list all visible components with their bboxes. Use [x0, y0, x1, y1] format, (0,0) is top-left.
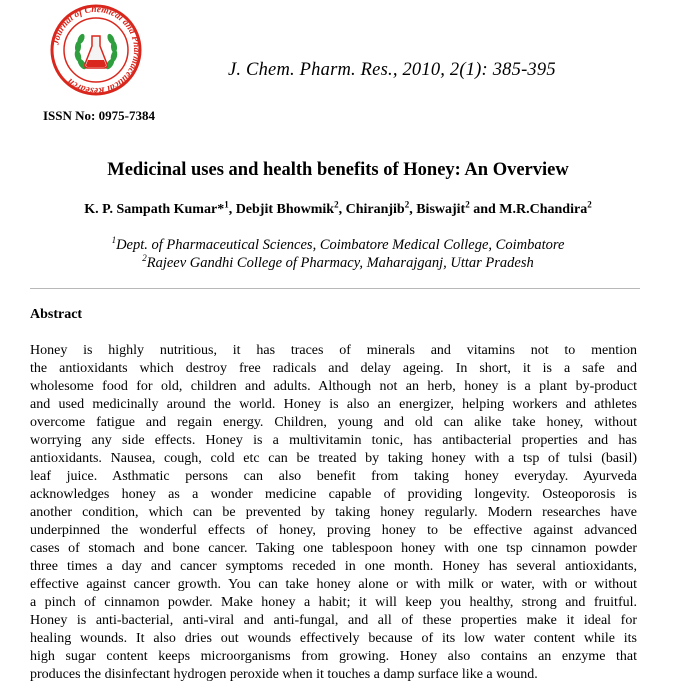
author-name: Debjit Bhowmik: [235, 202, 335, 217]
author-affiliation-mark: 2: [404, 199, 410, 210]
affiliation-mark: 2: [142, 253, 147, 264]
abstract-line: healing wounds. It also dries out wounds effectively because of its low water content while its: [30, 631, 637, 646]
abstract-heading: Abstract: [30, 307, 83, 322]
header-divider: [30, 288, 640, 289]
author-affiliation-mark: 2: [334, 199, 339, 210]
journal-logo: [32, 2, 160, 98]
abstract-line: wholesome food for old, children and adults. Although not an herb, honey is a plant by-product: [30, 379, 637, 394]
author-affiliation-mark: 2: [465, 199, 470, 210]
affiliation-text: Rajeev Gandhi College of Pharmacy, Maharajganj, Uttar Pradesh: [146, 255, 534, 271]
author-affiliation-mark: 2: [587, 199, 592, 210]
abstract-line: and used medicinally around the world. Honey is also an energizer, helping workers and athletes: [30, 397, 637, 412]
abstract-line: worrying any side effects. Honey is a multivitamin tonic, has antibacterial properties and has: [30, 433, 637, 448]
abstract-line: underpinned the wonderful effects of honey, proving honey to be effective against advanced: [30, 523, 637, 538]
abstract-line: Honey is anti-bacterial, anti-viral and anti-fungal, and all of these properties make it ideal for: [30, 613, 637, 628]
author-separator: ,: [338, 202, 346, 217]
paper-title: Medicinal uses and health benefits of Honey: An Overview: [107, 160, 569, 180]
author-name: K. P. Sampath Kumar*: [84, 202, 225, 217]
abstract-line: leaf juice. Asthmatic persons can also benefit from taking honey everyday. Ayurveda: [30, 469, 637, 484]
abstract-line: high sugar content keeps microorganisms from growing. Honey also contains an enzyme that: [30, 649, 637, 664]
author-separator: and: [469, 202, 500, 217]
abstract-line: another condition, which can be prevented by taking honey regularly. Modern researches have: [30, 505, 637, 520]
abstract-line: overcome fatigue and regain energy. Children, young and old can alike take honey, without: [30, 415, 637, 430]
affiliation-1: [0, 237, 676, 254]
abstract-line: produces the disinfectant hydrogen peroxide when it touches a damp surface like a wound.: [30, 667, 538, 682]
abstract-line: a pinch of cinnamon powder. Make honey a habit; it will keep you healthy, strong and fruitful.: [30, 595, 637, 610]
abstract-line: Honey is highly nutritious, it has traces of minerals and vitamins not to mention: [30, 343, 637, 358]
author-list: [0, 199, 676, 218]
logo-ring-text: Journal of Chemical and Pharmaceutical Research: [51, 4, 142, 96]
affiliation-text: Dept. of Pharmaceutical Sciences, Coimbatore Medical College, Coimbatore: [116, 237, 565, 253]
affiliation-2: [0, 255, 676, 272]
journal-citation: J. Chem. Pharm. Res., 2010, 2(1): 385-395: [228, 60, 556, 80]
flask-icon: [85, 36, 107, 68]
abstract-line: three times a day and cancer symptoms receded in one month. Honey has several antioxidants,: [30, 559, 637, 574]
abstract-line: acknowledges honey as a wonder medicine capable of providing longevity. Osteoporosis is: [30, 487, 637, 502]
abstract-body: [30, 342, 637, 684]
abstract-line: cases of stomach and bone cancer. Taking one tablespoon honey with one tsp cinnamon powder: [30, 541, 637, 556]
affiliation-mark: 1: [111, 235, 117, 246]
author-separator: ,: [409, 202, 417, 217]
abstract-line: antioxidants. Nausea, cough, cold etc can be treated by taking honey with a tsp of tulsi (basil): [30, 451, 637, 466]
abstract-line: effective against cancer growth. You can take honey alone or with milk or water, with or without: [30, 577, 637, 592]
author-name: M.R.Chandira: [499, 202, 588, 217]
author-name: Chiranjib: [345, 202, 405, 217]
abstract-line: the antioxidants which destroy free radicals and delay ageing. In short, it is a safe and: [30, 361, 637, 376]
issn-number: ISSN No: 0975-7384: [43, 108, 155, 123]
author-separator: ,: [228, 202, 236, 217]
journal-seal-icon: [32, 2, 160, 98]
author-affiliation-mark: 1: [224, 199, 229, 210]
author-name: Biswajit: [416, 202, 466, 217]
